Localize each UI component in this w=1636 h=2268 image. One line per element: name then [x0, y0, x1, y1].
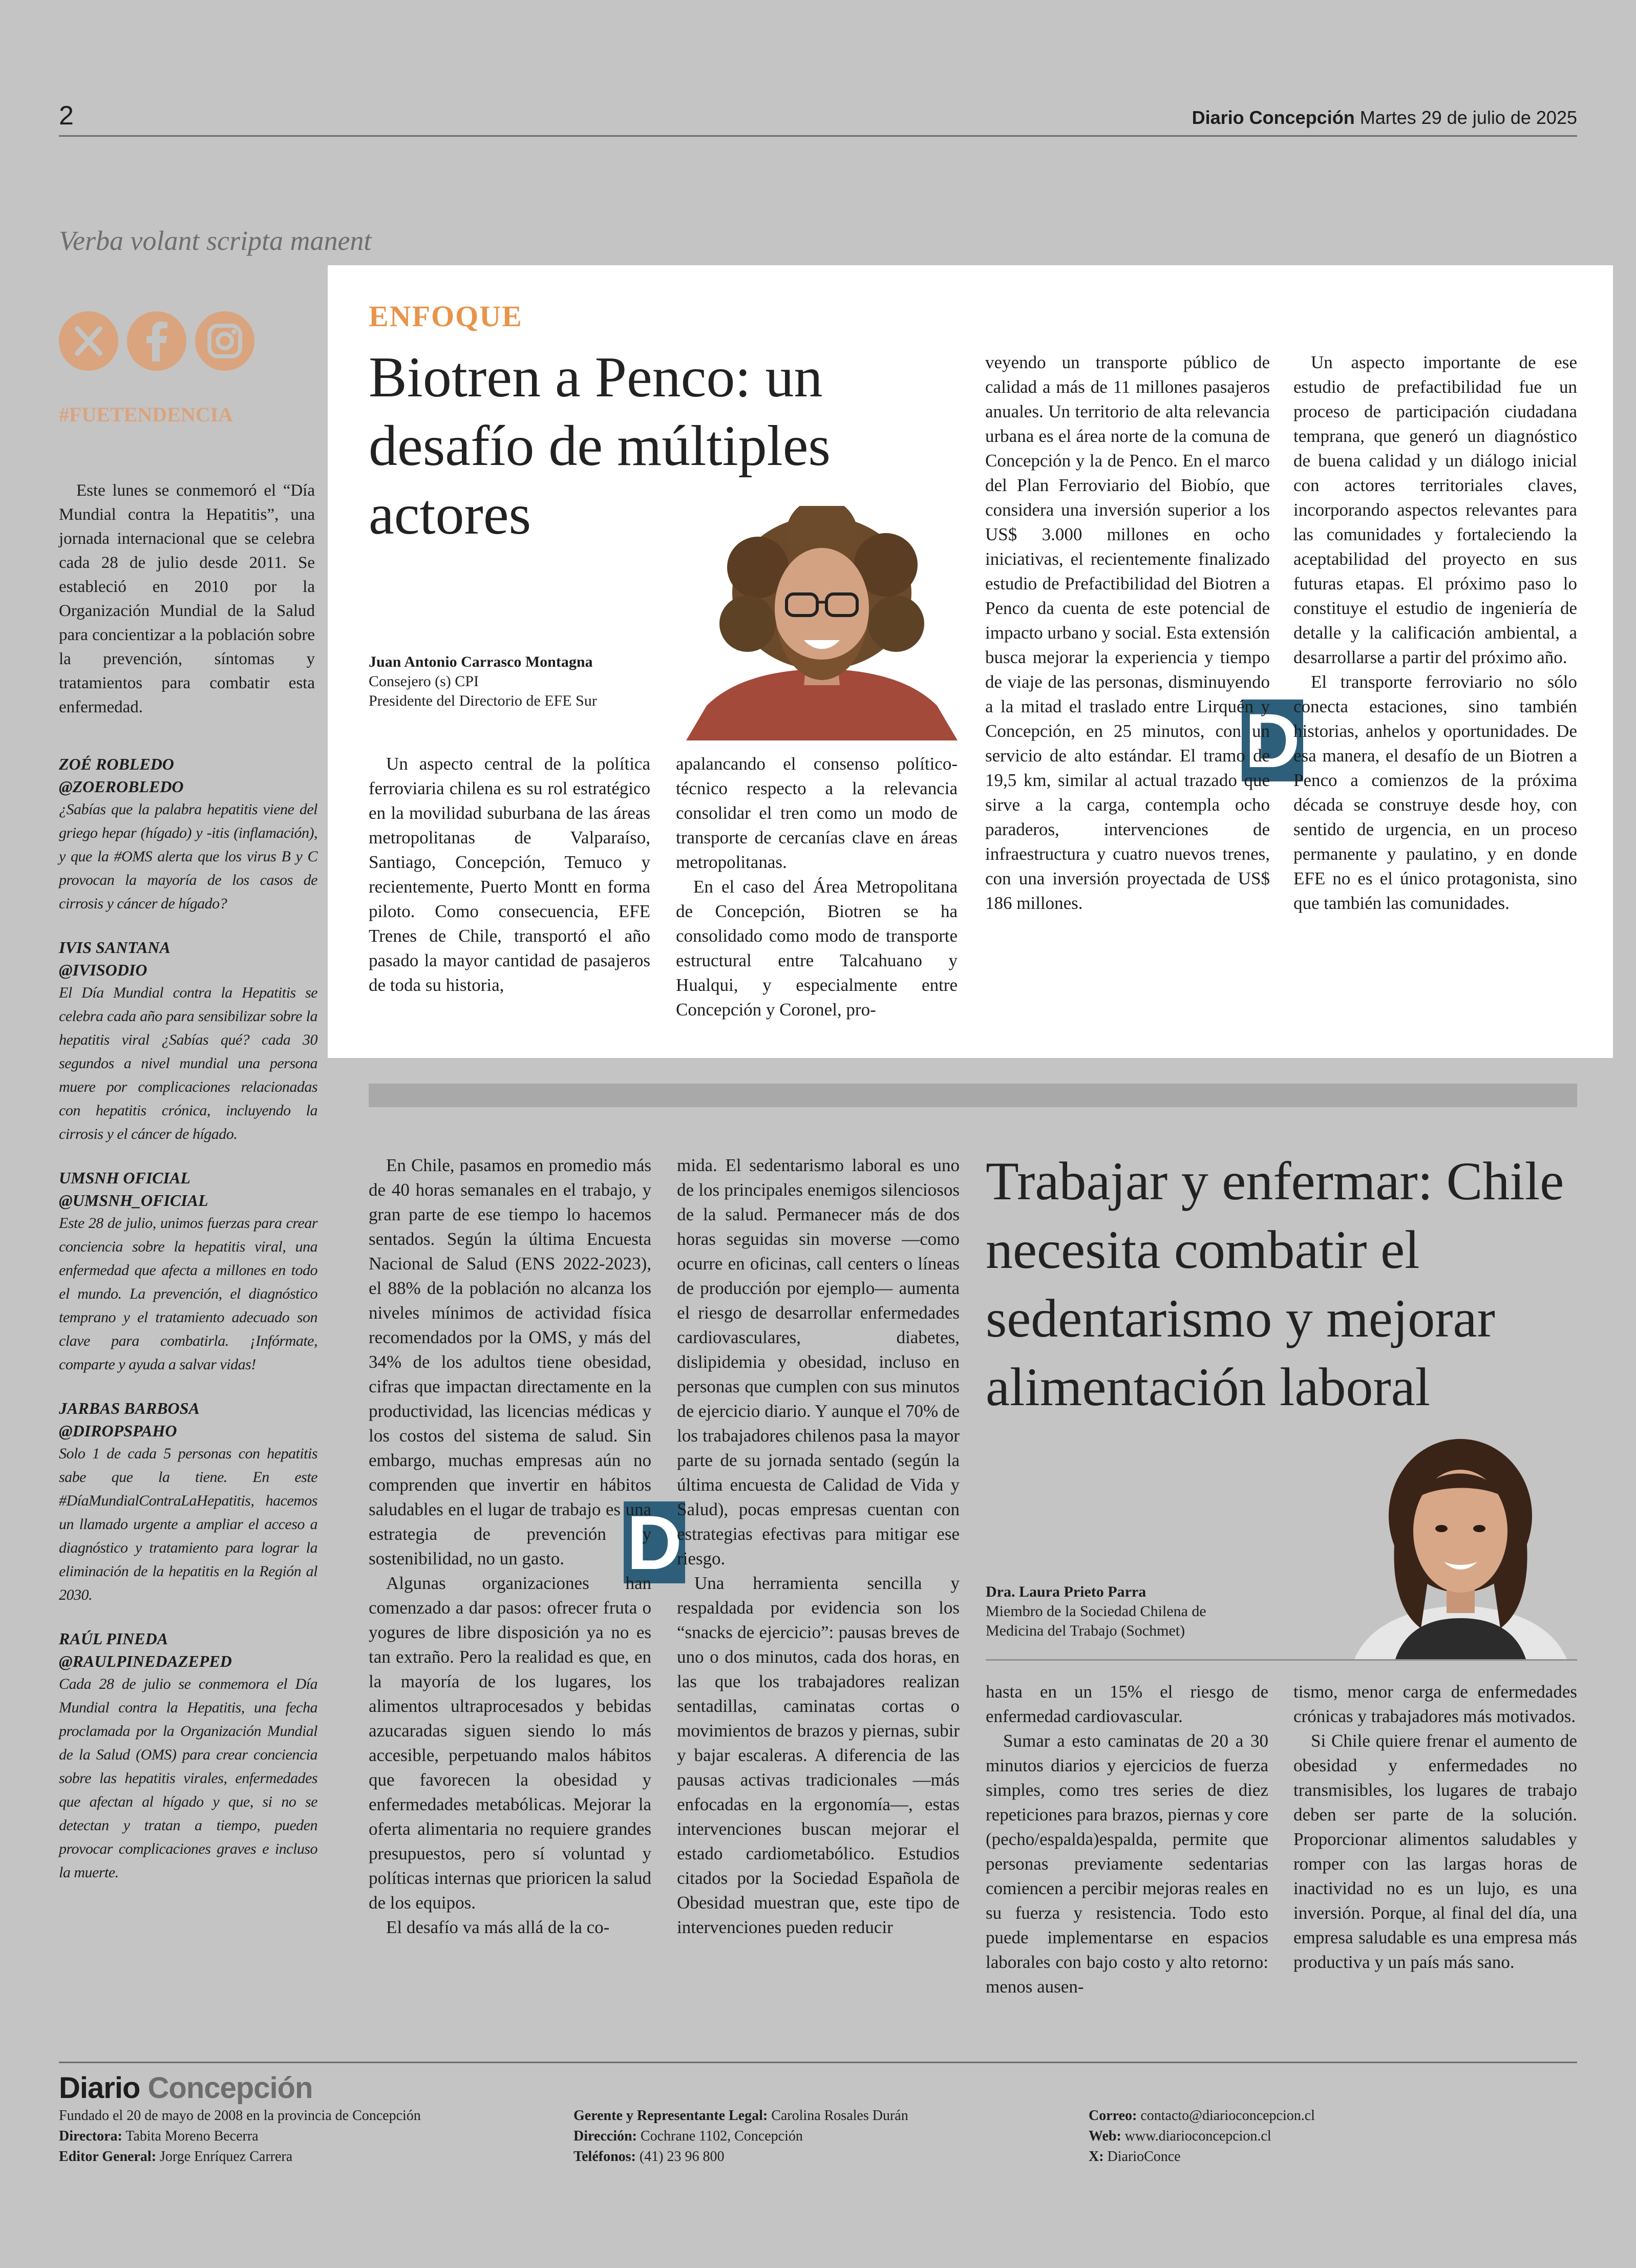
section-divider — [369, 1084, 1577, 1107]
footer-rule — [59, 2062, 1577, 2063]
paper-name: Diario Concepción — [1192, 107, 1355, 128]
article-column: veyendo un transporte público de calidad a más de 11 millones pasajeros anuales. Un territorio de alta relevancia urbana es el área norte de la comuna de Concepción y la de Penco. En el marco del Plan Ferroviario del Biobío, que considera una inversión superior a los US$ 3.000 millones en ocho iniciativas, el recientemente finalizado estudio de Prefactibilidad del Biotren a Penco da cuenta de este potencial de impacto urbano y social. Esta extensión busca mejorar la experiencia y tiempo de viaje de las personas, disminuyendo a la mitad el traslado entre Lirquén y Concepción, en 25 minutos, con un servicio de alto estándar. El tramo de 19,5 km, similar al actual trazado que sirve a la carga, contempla ocho paraderos, intervenciones de infraestructura y cuatro nuevos trenes, con una inversión proyectada de US$ 186 millones. — [985, 352, 1270, 913]
author-name: Juan Antonio Carrasco Montagna — [369, 653, 593, 670]
article-column: En Chile, pasamos en promedio más de 40 horas semanales en el trabajo, y gran parte de ese tiempo lo hacemos sentados. Según la última Encuesta Nacional de Salud (ENS 2022-2023), el 88% de la población no alcanza los niveles mínimos de actividad física recomendados por la OMS, y más del 34% de los adultos tiene obesidad, cifras que impactan directamente en la productividad, las licencias médicas y los costos del sistema de salud. Sin embargo, muchas empresas aún no comprenden que invertir en hábitos saludables en el lugar de trabajo es una estrategia de prevención y sostenibilidad, no un gasto. Algunas organizaciones han comenzado a dar pasos: ofrecer fruta o yogures de libre disposición ya no es tan extraño. Pero la realidad es que, en la mayoría de los lugares, los alimentos ultraprocesados y bebidas azucaradas siguen siendo lo más accesible, perpetuando malos hábitos que favorecen la obesidad y enfermedades metabólicas. Mejorar la oferta alimentaria no requiere grandes presupuestos, pero sí voluntad y políticas internas que prioricen la salud de los equipos. El desafío va más allá de la co- — [369, 1155, 651, 1937]
drop-cap: D — [1242, 700, 1303, 781]
editor-line: Editor General: Jorge Enríquez Carrera — [59, 2149, 293, 2165]
facebook-icon[interactable] — [127, 311, 186, 371]
brand-word: Concepción — [147, 2071, 313, 2105]
tweet-author: RAÚL PINEDA — [59, 1629, 168, 1648]
author-role: Presidente del Directorio de EFE Sur — [369, 692, 597, 709]
tweet-item — [59, 1167, 317, 1376]
web-line[interactable]: Web: www.diarioconcepcion.cl — [1089, 2128, 1271, 2144]
tweet-author: ZOÉ ROBLEDO — [59, 755, 174, 773]
article-column: mida. El sedentarismo laboral es uno de los principales enemigos silenciosos de la salud. Permanecer más de dos horas seguidas sin moverse —como ocurre en oficinas, call centers o líneas de producción por ejemplo— aumenta el riesgo de desarrollar enfermedades cardiovasculares, diabetes, dislipidemia y obesidad, incluso en personas que cumplen con sus minutos de ejercicio diario. Y aunque el 70% de los trabajadores chilenos pasa la mayor parte de su jornada sentado (según la última encuesta de Calidad de Vida y Salud), pocas empresas cuentan con estrategias efectivas para mitigar ese riesgo. Una herramienta sencilla y respaldada por evidencia son los “snacks de ejercicio”: pausas breves de uno o dos minutos, cada dos horas, en las que los trabajadores realizan sentadillas, caminatas cortas o movimientos de brazos y piernas, subir y bajar escaleras. A diferencia de las pausas activas tradicionales —más enfocadas en la ergonomía—, estas intervenciones buscan mejorar el estado cardiometabólico. Estudios citados por la Sociedad Española de Obesidad muestran que, este tipo de intervenciones pueden reducir — [677, 1155, 960, 1937]
article-enfoque — [328, 265, 1613, 1058]
email-line[interactable]: Correo: contacto@diarioconcepcion.cl — [1089, 2108, 1315, 2124]
author-photo — [686, 506, 958, 740]
author-rule — [986, 1659, 1577, 1661]
masthead-line — [1192, 105, 1577, 130]
phone-line: Teléfonos: (41) 23 96 800 — [573, 2149, 725, 2165]
drop-cap: D — [624, 1501, 685, 1583]
x-logo-icon[interactable] — [59, 311, 118, 371]
tweet-text: Solo 1 de cada 5 personas con hepatitis sabe que la tiene. En este #DíaMundialContraLaHepatitis, hacemos un llamado urgente a ampliar el acceso a diagnóstico y tratamiento para lograr la eliminación de la hepatitis en la Región al 2030. — [59, 1445, 317, 1603]
article-column: apalancando el consenso político-técnico respecto a la relevancia consolidar el tren como un modo de transporte de cercanías clave en áreas metropolitanas. En el caso del Área Metropolitana de Concepción, Biotren se ha consolidado como modo de transporte estructural entre Talcahuano y Hualqui, y especialmente entre Concepción y Coronel, pro- — [676, 754, 958, 1020]
tweet-handle: @IVISODIO — [59, 961, 147, 979]
tweet-text: ¿Sabías que la palabra hepatitis viene del griego hepar (hígado) y -itis (inflamación), y que la #OMS alerta que los virus B y C provocan la mayoría de los casos de cirrosis y cáncer de hígado? — [59, 801, 317, 912]
x-line[interactable]: X: DiarioConce — [1089, 2149, 1181, 2165]
author-role: Consejero (s) CPI — [369, 673, 479, 690]
section-motto: Verba volant scripta manent — [59, 225, 372, 256]
footer-col — [1089, 2106, 1575, 2167]
address-line: Dirección: Cochrane 1102, Concepción — [573, 2128, 803, 2144]
article-column: tismo, menor carga de enfermedades crónicas y trabajadores más motivados. Si Chile quiere frenar el aumento de obesidad y enfermedades no transmisibles, los lugares de trabajo deben ser parte de la solución. Proporcionar alimentos saludables y romper con las largas horas de inactividad no es un lujo, es una inversión. Porque, al final del día, una empresa saludable es una empresa más productiva y un país más sano. — [1293, 1682, 1577, 1972]
founded-line: Fundado el 20 de mayo de 2008 en la provincia de Concepción — [59, 2108, 421, 2124]
author-role: Miembro de la Sociedad Chilena de — [986, 1603, 1206, 1620]
author-photo — [1344, 1429, 1577, 1659]
article-column: Un aspecto central de la política ferroviaria chilena es su rol estratégico en la movilidad suburbana de las áreas metropolitanas de Valparaíso, Santiago, Concepción, Temuco y recientemente, Puerto Montt en forma piloto. Como consecuencia, EFE Trenes de Chile, transportó el año pasado la mayor cantidad de pasajeros de toda su historia, — [369, 754, 650, 995]
tweet-handle: @DIROPSPAHO — [59, 1422, 177, 1440]
footer-col — [59, 2106, 571, 2167]
tweet-item — [59, 753, 317, 916]
tweet-list — [59, 753, 317, 1905]
sidebar-intro: Este lunes se conmemoró el “Día Mundial contra la Hepatitis”, una jornada internacional que se celebra cada 28 de julio desde 2011. Se estableció en 2010 por la Organización Mundial de la Salud para concientizar a la población sobre la prevención, síntomas y tratamientos para combatir esta enfermedad. — [59, 481, 315, 716]
tweet-text: Este 28 de julio, unimos fuerzas para crear conciencia sobre la hepatitis viral, una enfermedad que afecta a millones en todo el mundo. La prevención, el diagnóstico temprano y el tratamiento adecuado son clave para combatirla. ¡Infórmate, comparte y ayuda a salvar vidas! — [59, 1215, 317, 1373]
author-block — [986, 1582, 1344, 1641]
author-block — [369, 652, 696, 711]
footer-col — [573, 2106, 1034, 2167]
issue-date: Martes 29 de julio de 2025 — [1359, 107, 1577, 128]
header-rule — [59, 135, 1577, 137]
article-column: Un aspecto importante de ese estudio de prefactibilidad fue un proceso de participación ciudadana temprana, que generó un diagnóstico de buena calidad y un diálogo inicial con actores territoriales claves, incorporando aspectos relevantes para las comunidades y fortaleciendo la aceptabilidad del proyecto en sus futuras etapas. El próximo paso lo constituye el estudio de ingeniería de detalle y la calificación ambiental, a desarrollarse a partir del próximo año. El transporte ferroviario no sólo conecta estaciones, sino también historias, anhelos y oportunidades. De esa manera, el desafío de un Biotren a Penco a comienzos de la próxima década se construye desde hoy, con sentido de urgencia, en un proceso permanente y paulatino, y en donde EFE no es el único protagonista, sino que también las comunidades. — [1293, 352, 1577, 913]
article-title: Biotren a Penco: un desafío de múltiples actores — [369, 346, 831, 546]
footer-brand — [59, 2071, 312, 2105]
director-line: Directora: Tabita Moreno Becerra — [59, 2128, 259, 2144]
manager-line: Gerente y Representante Legal: Carolina Rosales Durán — [573, 2108, 908, 2124]
tweet-author: IVIS SANTANA — [59, 938, 171, 957]
tweet-item — [59, 1627, 317, 1884]
tweet-author: UMSNH OFICIAL — [59, 1169, 190, 1187]
author-role: Medicina del Trabajo (Sochmet) — [986, 1622, 1185, 1639]
brand-word: Diario — [59, 2071, 140, 2105]
tweet-item — [59, 936, 317, 1146]
tweet-text: El Día Mundial contra la Hepatitis se celebra cada año para sensibilizar sobre la hepatitis viral ¿Sabías qué? cada 30 segundos a nivel mundial una persona muere por complicaciones relacionadas con hepatitis crónica, incluyendo la cirrosis y el cáncer de hígado. — [59, 984, 317, 1142]
tweet-item — [59, 1397, 317, 1607]
tweet-handle: @RAULPINEDAZEPED — [59, 1652, 232, 1670]
page-number: 2 — [59, 101, 74, 131]
instagram-icon[interactable] — [195, 311, 254, 371]
article-column: hasta en un 15% el riesgo de enfermedad cardiovascular. Sumar a esto caminatas de 20 a 30 minutos diarios y ejercicios de fuerza simples, como tres series de diez repeticiones para brazos, piernas y core (pecho/espalda)espalda, permite que personas previamente sedentarias comiencen a percibir mejoras reales en su fuerza y resistencia. Todo esto puede implementarse en espacios laborales con bajo costo y alto retorno: menos ausen- — [986, 1682, 1268, 1997]
tweet-handle: @UMSNH_OFICIAL — [59, 1191, 208, 1210]
article-kicker: ENFOQUE — [369, 300, 523, 333]
article-title: Trabajar y enfermar: Chile necesita combatir el sedentarismo y mejorar alimentación laboral — [986, 1151, 1564, 1417]
tweet-handle: @ZOEROBLEDO — [59, 777, 184, 796]
tweet-author: JARBAS BARBOSA — [59, 1399, 200, 1417]
author-name: Dra. Laura Prieto Parra — [986, 1583, 1146, 1600]
tweet-text: Cada 28 de julio se conmemora el Día Mundial contra la Hepatitis, una fecha proclamada por la Organización Mundial de la Salud (OMS) para crear conciencia sobre las hepatitis virales, enfermedades que afectan al hígado y que, si no se detectan y tratan a tiempo, pueden provocar complicaciones graves e incluso la muerte. — [59, 1676, 317, 1881]
trending-hashtag: #FUETENDENCIA — [59, 403, 233, 426]
